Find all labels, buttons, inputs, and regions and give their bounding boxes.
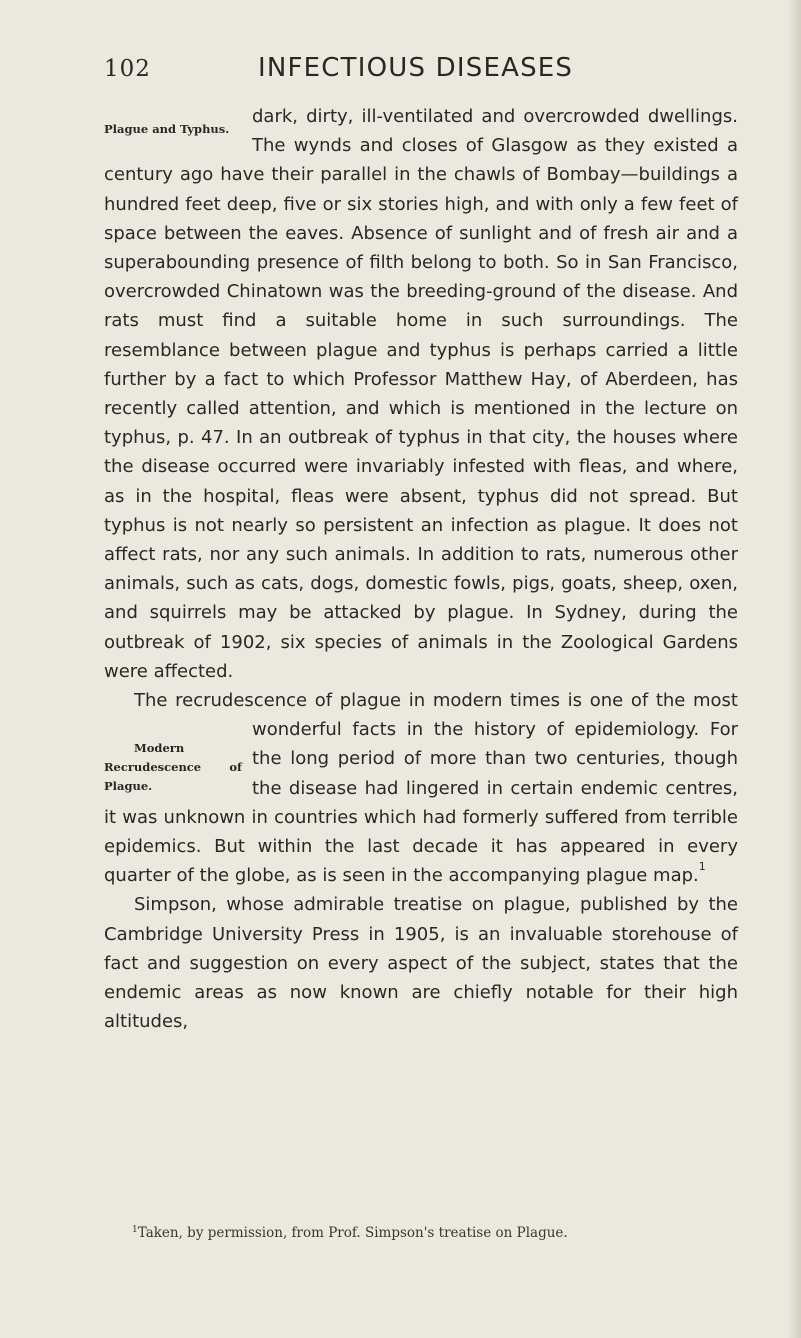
sidenote-plague-typhus: Plague and Typhus. <box>104 122 230 136</box>
page-edge-shadow <box>787 0 801 1338</box>
running-head: INFECTIOUS DISEASES <box>258 53 574 83</box>
paragraph-2-opening: The recrudescence of plague in modern times is one of the most wonderful facts in the history of epidemiology. <box>134 690 738 741</box>
paragraph-3: Simpson, whose admirable treatise on plague, published by the Cambridge University Press in 1905, is an invaluable storehouse of fact and suggestion on every aspect of the subject, states that the endemic areas as now known are chiefly notable for their high altitudes, <box>104 894 738 1033</box>
body-text <box>104 102 738 1037</box>
paragraph-2-body: For the long period of more than two centuries, though the disease had lingered in certain endemic centres, it was unknown in countries which had formerly suffered from terrible epidemics. But within the last decade it has appeared in every quarter of the globe, as is seen in the accompanying plague map. <box>104 719 738 887</box>
page-header <box>0 50 801 90</box>
footnote-reference: 1 <box>698 860 706 874</box>
footnote <box>132 1225 732 1241</box>
paragraph-1-opening: dark, dirty, ill-ventilated and overcrowded dwellings. <box>252 106 738 127</box>
paragraph-1-body: The wynds and closes of Glasgow as they existed a century ago have their parallel in the chawls of Bombay—buildings a hundred feet deep, five or six stories high, and with only a few feet of space between the eaves. Absence of sunlight and of fresh air and a superabounding presence of filth belong to both. So in San Francisco, overcrowded Chinatown was the breeding-ground of the disease. And rats must find a suitable home in such surroundings. The resemblance between plague and typhus is perhaps carried a little further by a fact to which Professor Matthew Hay, of Aberdeen, has recently called attention, and which is mentioned in the lecture on typhus, p. 47. In an outbreak of typhus in that city, the houses where the disease occurred were invariably infested with fleas, and where, as in the hospital, fleas were absent, typhus did not spread. But typhus is not nearly so persistent an infection as plague. It does not affect rats, nor any such animals. In addition to rats, numerous other animals, such as cats, dogs, domestic fowls, pigs, goats, sheep, oxen, and squirrels may be attacked by plague. In Sydney, during the outbreak of 1902, six species of animals in the Zoological Gardens were affected. <box>104 135 738 682</box>
sidenote-modern-recrudescence: Modern Recrudescence of Plague. <box>104 741 242 794</box>
paragraph-1 <box>104 102 738 686</box>
page-number: 102 <box>104 56 151 82</box>
footnote-text: Taken, by permission, from Prof. Simpson's treatise on Plague. <box>137 1225 568 1241</box>
footnote-marker: 1 <box>132 1225 138 1235</box>
paragraph-2 <box>104 686 738 890</box>
